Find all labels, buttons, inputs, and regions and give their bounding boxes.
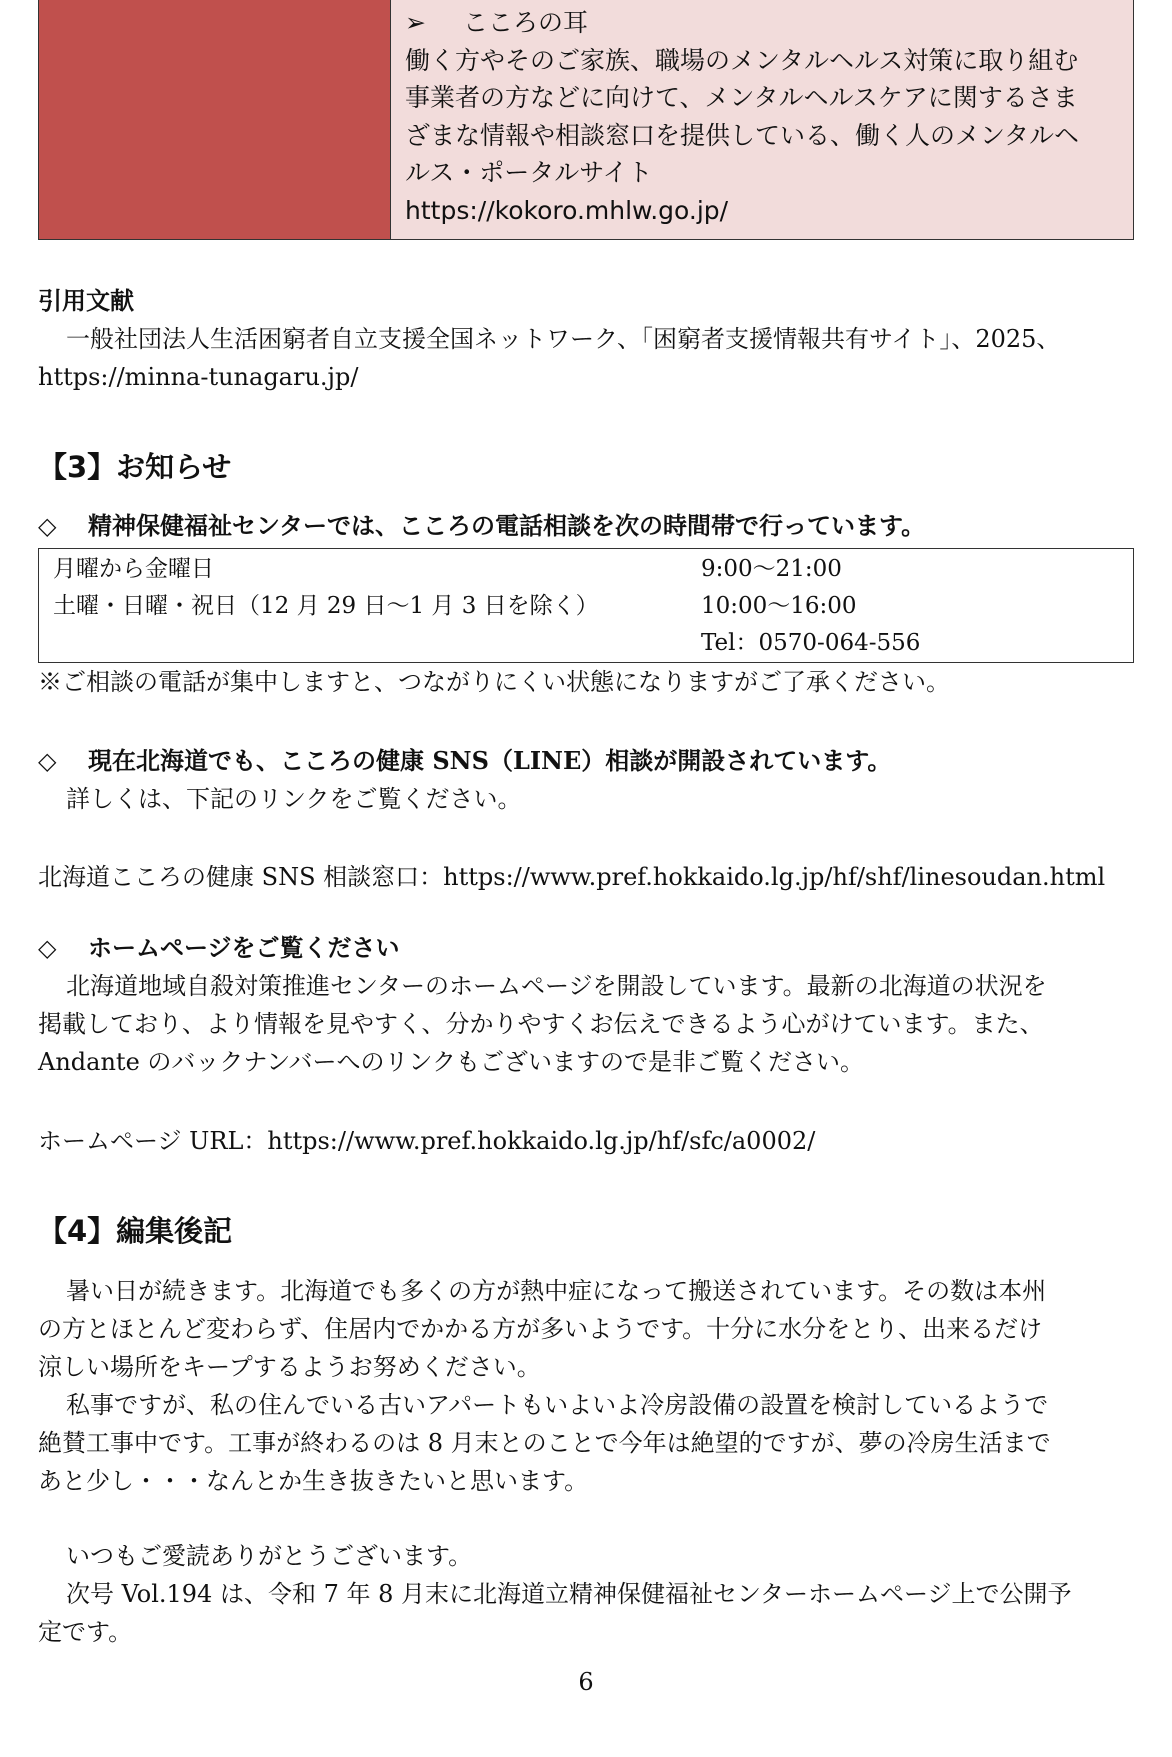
homepage-title (38, 929, 1134, 967)
hours-time: 10:00～16:00 (701, 593, 857, 619)
diamond-bullet-icon: ◇ (38, 933, 57, 962)
postscript-heading: 【4】編集後記 (38, 1214, 233, 1248)
hours-row-tel (39, 623, 1133, 660)
citation-heading: 引用文献 (38, 287, 134, 315)
homepage-url-link[interactable]: ホームページ URL：https://www.pref.hokkaido.lg.jp/hf/sfc/a0002/ (38, 1127, 816, 1155)
homepage-line-3: Andante のバックナンバーへのリンクもございますので是非ご覧ください。 (38, 1048, 865, 1076)
diamond-bullet-icon: ◇ (38, 511, 57, 540)
hours-row-weekday (39, 549, 1133, 586)
postscript-p1-line-2: の方とほとんど変わらず、住居内でかかる方が多いようです。十分に水分をとり、出来るだけ (38, 1315, 1043, 1343)
resource-description-line-1: 働く方やそのご家族、職場のメンタルヘルス対策に取り組む (405, 45, 1079, 75)
hours-time: 9:00～21:00 (701, 556, 842, 582)
hours-row-weekend (39, 586, 1133, 623)
postscript-p1-line-3: 涼しい場所をキープするようお努めください。 (38, 1353, 541, 1381)
next-issue-line-1: 次号 Vol.194 は、令和 7 年 8 月末に北海道立精神保健福祉センターホームページ上で公開予 (66, 1580, 1072, 1608)
resource-cell (391, 0, 1133, 239)
homepage-line-1: 北海道地域自殺対策推進センターのホームページを開設しています。最新の北海道の状況を (66, 972, 1047, 1000)
citation-section (38, 282, 1134, 396)
postscript-p2-line-2: 絶賛工事中です。工事が終わるのは 8 月末とのことで今年は絶望的ですが、夢の冷房生活まで (38, 1429, 1051, 1457)
postscript-paragraph-1 (38, 1272, 1134, 1386)
phone-note: ※ご相談の電話が集中しますと、つながりにくい状態になりますがご了承ください。 (38, 668, 950, 696)
diamond-bullet-icon: ◇ (38, 746, 57, 775)
next-issue-text (38, 1575, 1134, 1651)
resource-table (38, 0, 1134, 240)
homepage-title-text: ホームページをご覧ください (88, 933, 400, 962)
resource-description-line-4: ルス・ポータルサイト (405, 158, 653, 187)
homepage-description (38, 967, 1134, 1081)
arrow-bullet-icon: ➢ (405, 8, 426, 37)
sns-title-text: 現在北海道でも、こころの健康 SNS（LINE）相談が開設されています。 (88, 746, 892, 775)
page-number: 6 (578, 1668, 594, 1696)
sns-text: 詳しくは、下記のリンクをご覧ください。 (66, 785, 522, 813)
phone-consultation-title (38, 507, 1134, 545)
resource-title: こころの耳 (463, 8, 589, 37)
resource-color-cell (39, 0, 391, 239)
sns-link[interactable]: 北海道こころの健康 SNS 相談窓口：https://www.pref.hokkaido.lg.jp/hf/shf/linesoudan.html (38, 863, 1106, 891)
notice-heading: 【3】お知らせ (38, 450, 232, 484)
hours-label: 月曜から金曜日 (53, 556, 214, 582)
resource-title-line (405, 4, 1121, 42)
phone-number: Tel：0570-064-556 (701, 630, 921, 656)
postscript-paragraph-2 (38, 1386, 1134, 1500)
sns-consultation-title (38, 742, 1134, 780)
next-issue-line-2: 定です。 (38, 1618, 133, 1646)
phone-title-text: 精神保健福祉センターでは、こころの電話相談を次の時間帯で行っています。 (88, 511, 926, 540)
citation-text: 一般社団法人生活困窮者自立支援全国ネットワーク、「困窮者支援情報共有サイト」、2025、 (66, 325, 1061, 353)
resource-description-line-2: 事業者の方などに向けて、メンタルヘルスケアに関するさま (405, 83, 1078, 112)
postscript-p1-line-1: 暑い日が続きます。北海道でも多くの方が熱中症になって搬送されています。その数は本州 (66, 1277, 1047, 1305)
homepage-line-2: 掲載しており、より情報を見やすく、分かりやすくお伝えできるよう心がけています。また、 (38, 1010, 1044, 1038)
citation-url-link[interactable]: https://minna-tunagaru.jp/ (38, 363, 359, 391)
postscript-p2-line-1: 私事ですが、私の住んでいる古いアパートもいよいよ冷房設備の設置を検討しているようで (66, 1391, 1049, 1419)
thanks-text: いつもご愛読ありがとうございます。 (66, 1542, 473, 1570)
resource-description-line-3: ざまな情報や相談窓口を提供している、働く人のメンタルヘ (405, 120, 1080, 150)
hours-label: 土曜・日曜・祝日（12 月 29 日～1 月 3 日を除く） (53, 593, 599, 619)
resource-url-link[interactable]: https://kokoro.mhlw.go.jp/ (405, 195, 729, 225)
postscript-p2-line-3: あと少し・・・なんとか生き抜きたいと思います。 (38, 1467, 589, 1495)
hours-table (38, 548, 1134, 663)
